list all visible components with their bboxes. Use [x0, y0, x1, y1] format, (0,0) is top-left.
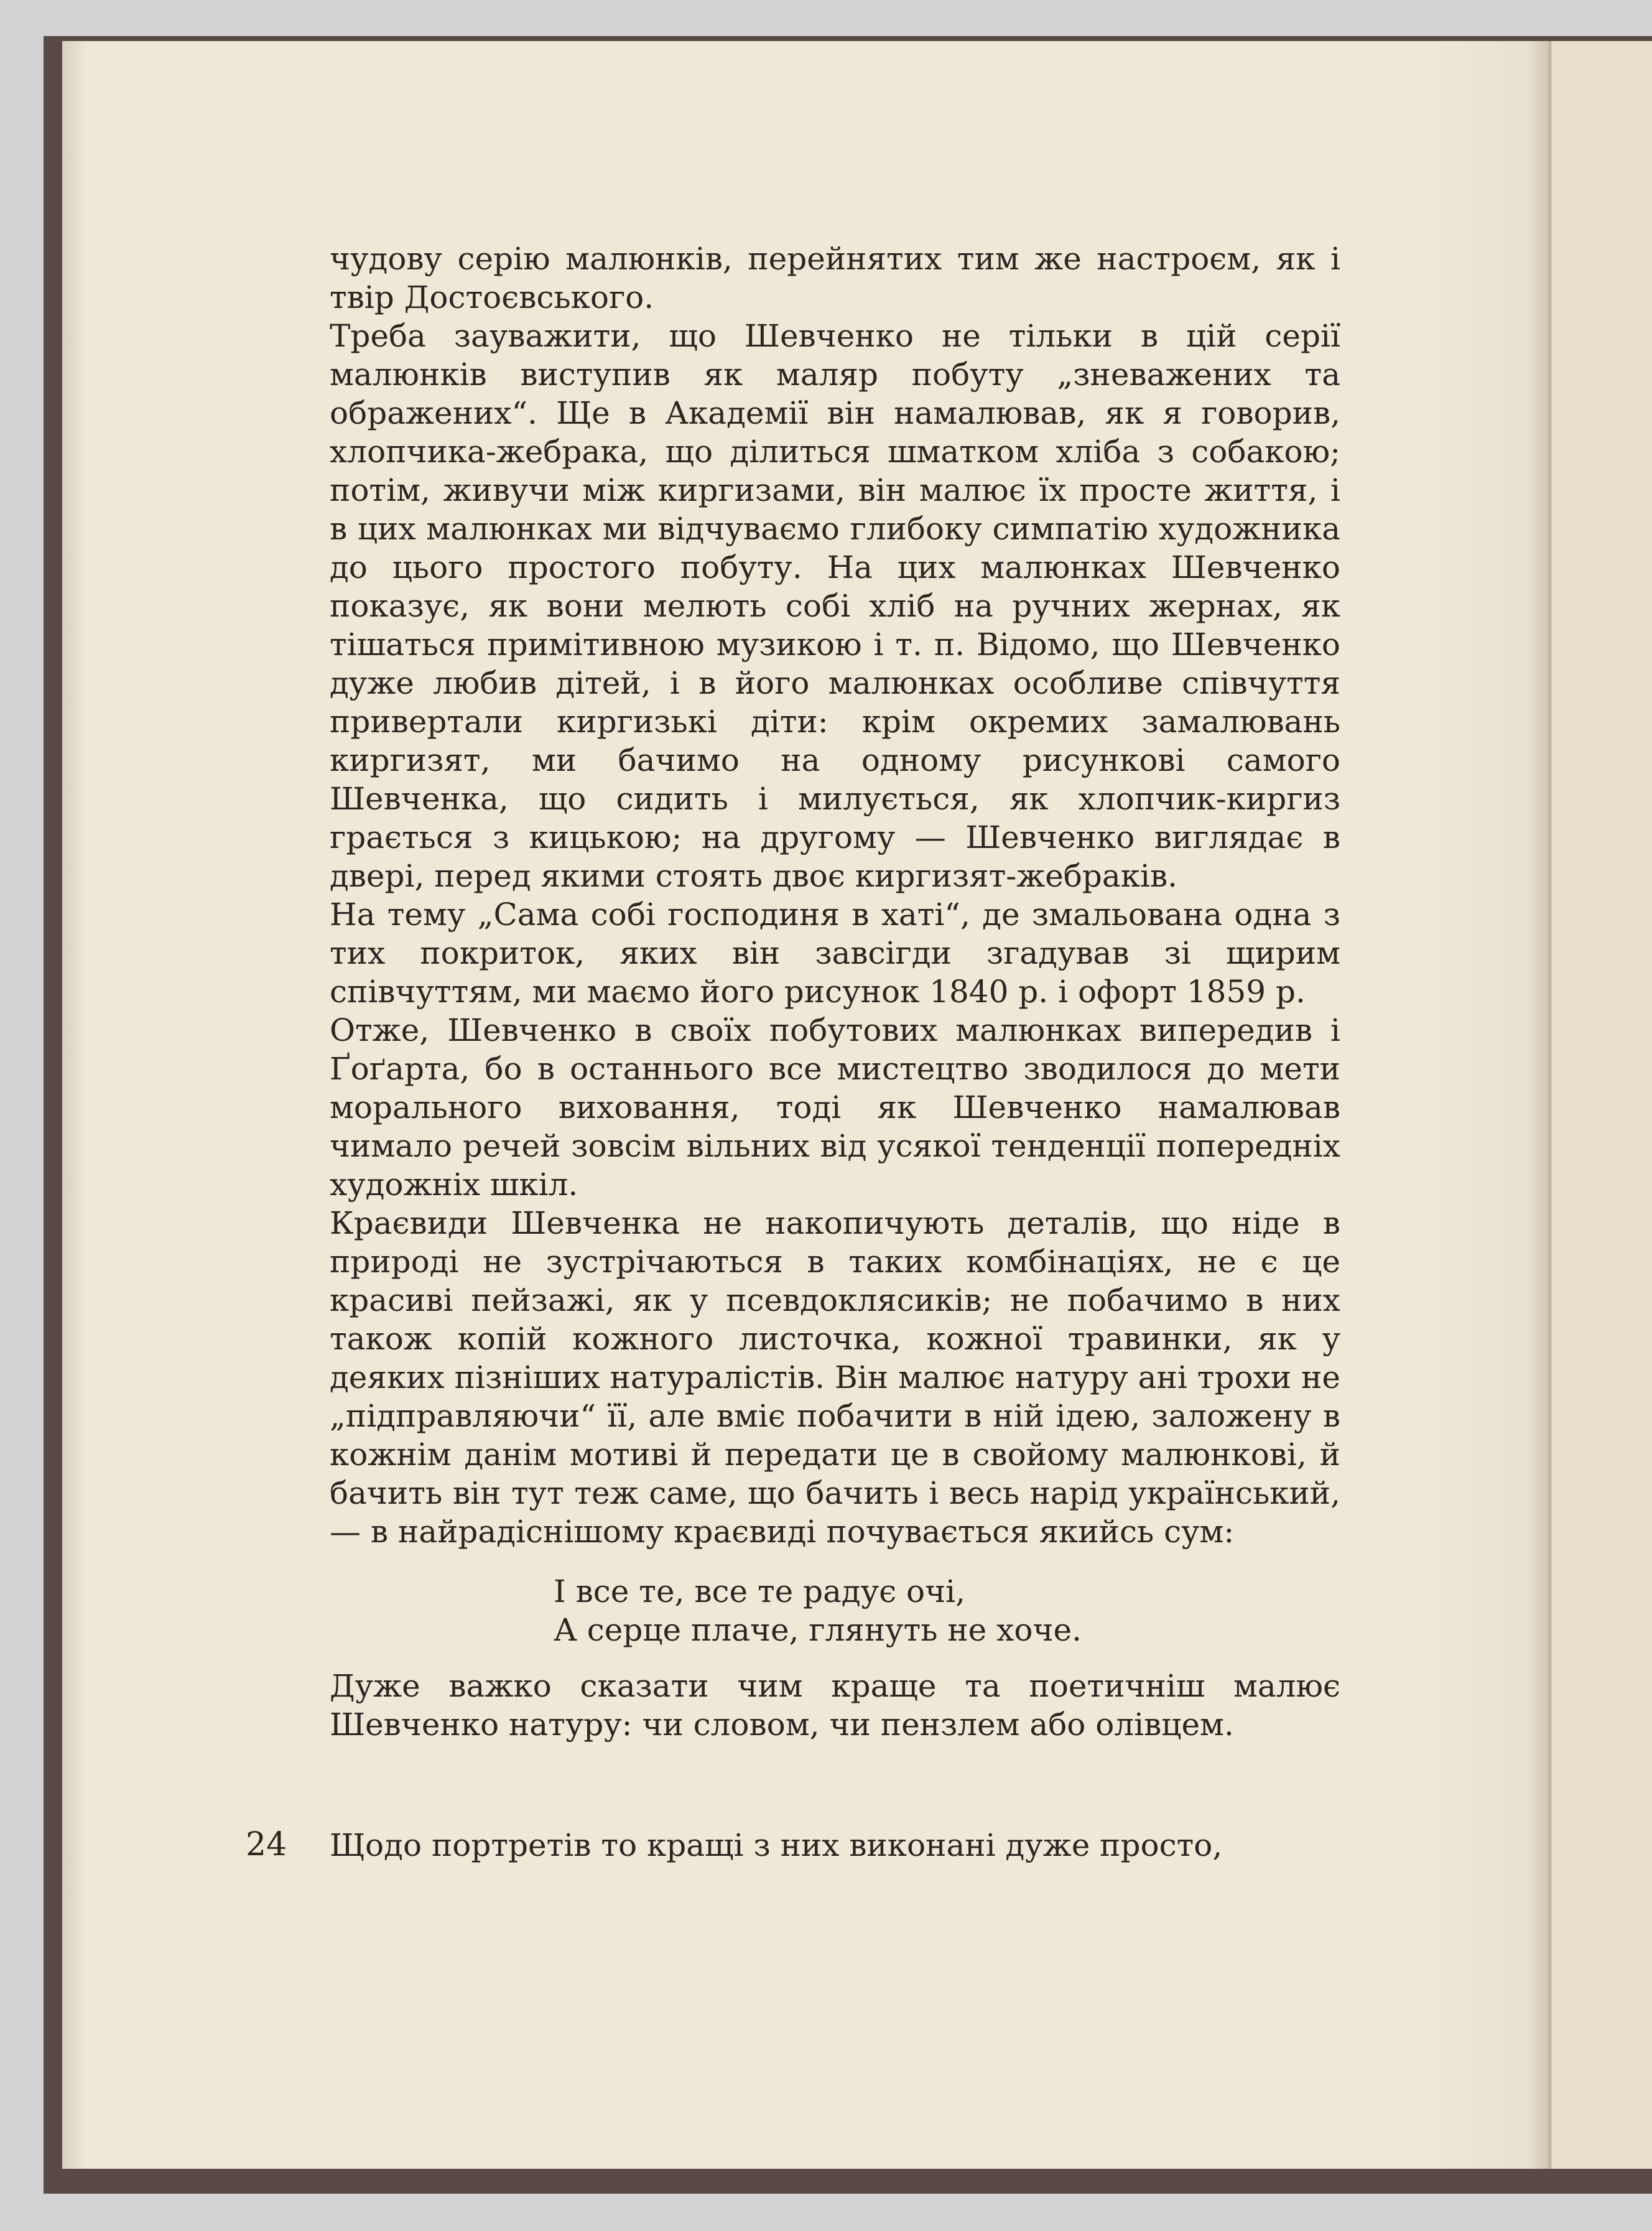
paragraph: Краєвиди Шевченка не накопичують деталів, що ніде в природі не зустрічаються в таких комбінаціях, не є це красиві пейзажі, як у псевдоклясиків; не побачимо в них також копій кожного листочка, кожної травинки, як у деяких пізніших натуралістів. Він малює натуру ані трохи не „підправляючи“ її, але вміє побачити в ній ідею, заложену в кожнім данім мотиві й передати це в свойому малюнкові, й бачить він тут теж саме, що бачить і весь нарід український, — в найрадіснішому краєвиді почувається якийсь сум: — [330, 1205, 1340, 1550]
closing-paragraph — [330, 1667, 1340, 1744]
last-line: Щодо портретів то кращі з них виконані дуже просто, — [330, 1827, 1223, 1863]
paragraph: Дуже важко сказати чим краще та поетичніш малює Шевченко натуру: чи словом, чи пензлем або олівцем. — [330, 1668, 1340, 1743]
paragraph: На тему „Сама собі господиня в хаті“, де змальована одна з тих покриток, яких він завсігди згадував зі щирим співчуттям, ми маємо його рисунок 1840 р. і офорт 1859 р. — [330, 897, 1340, 1010]
poem-line: І все те, все те радує очі, — [554, 1573, 966, 1609]
page-number: 24 — [246, 1826, 287, 1863]
poem-line: А серце плаче, глянуть не хоче. — [554, 1612, 1082, 1648]
paragraph: чудову серію малюнків, перейнятих тим же настроєм, як і твір Достоєвського. — [330, 241, 1340, 315]
facing-page-edge — [1549, 41, 1652, 2169]
page-gutter-shadow — [1527, 41, 1552, 2169]
page-body — [330, 240, 1340, 1744]
body-paragraphs — [330, 240, 1340, 1551]
paragraph: Отже, Шевченко в своїх побутових малюнках випередив і Ґоґарта, бо в останнього все мистецтво зводилося до мети морального виховання, тоді як Шевченко намалював чимало речей зовсім вільних від усякої тенденції попередніх художніх шкіл. — [330, 1012, 1340, 1203]
poem-quote — [554, 1572, 1340, 1649]
paragraph: Треба зауважити, що Шевченко не тільки в цій серії малюнків виступив як маляр побуту „зневажених та ображених“. Ще в Академії він намалював, як я говорив, хлопчика-жебрака, що ділиться шматком хліба з собакою; потім, живучи між киргизами, він малює їх просте життя, і в цих малюнках ми відчуваємо глибоку симпатію художника до цього простого побуту. На цих малюнках Шевченко показує, як вони мелють собі хліб на ручних жернах, як тішаться примітивною музикою і т. п. Відомо, що Шевченко дуже любив дітей, і в його малюнках особливе співчуття привертали киргизькі діти: крім окремих замалювань киргизят, ми бачимо на одному рисункові самого Шевченка, що сидить і милується, як хлопчик-киргиз грається з кицькою; на другому — Шевченко виглядає в двері, перед якими стоять двоє киргизят-жебраків. — [330, 318, 1340, 894]
